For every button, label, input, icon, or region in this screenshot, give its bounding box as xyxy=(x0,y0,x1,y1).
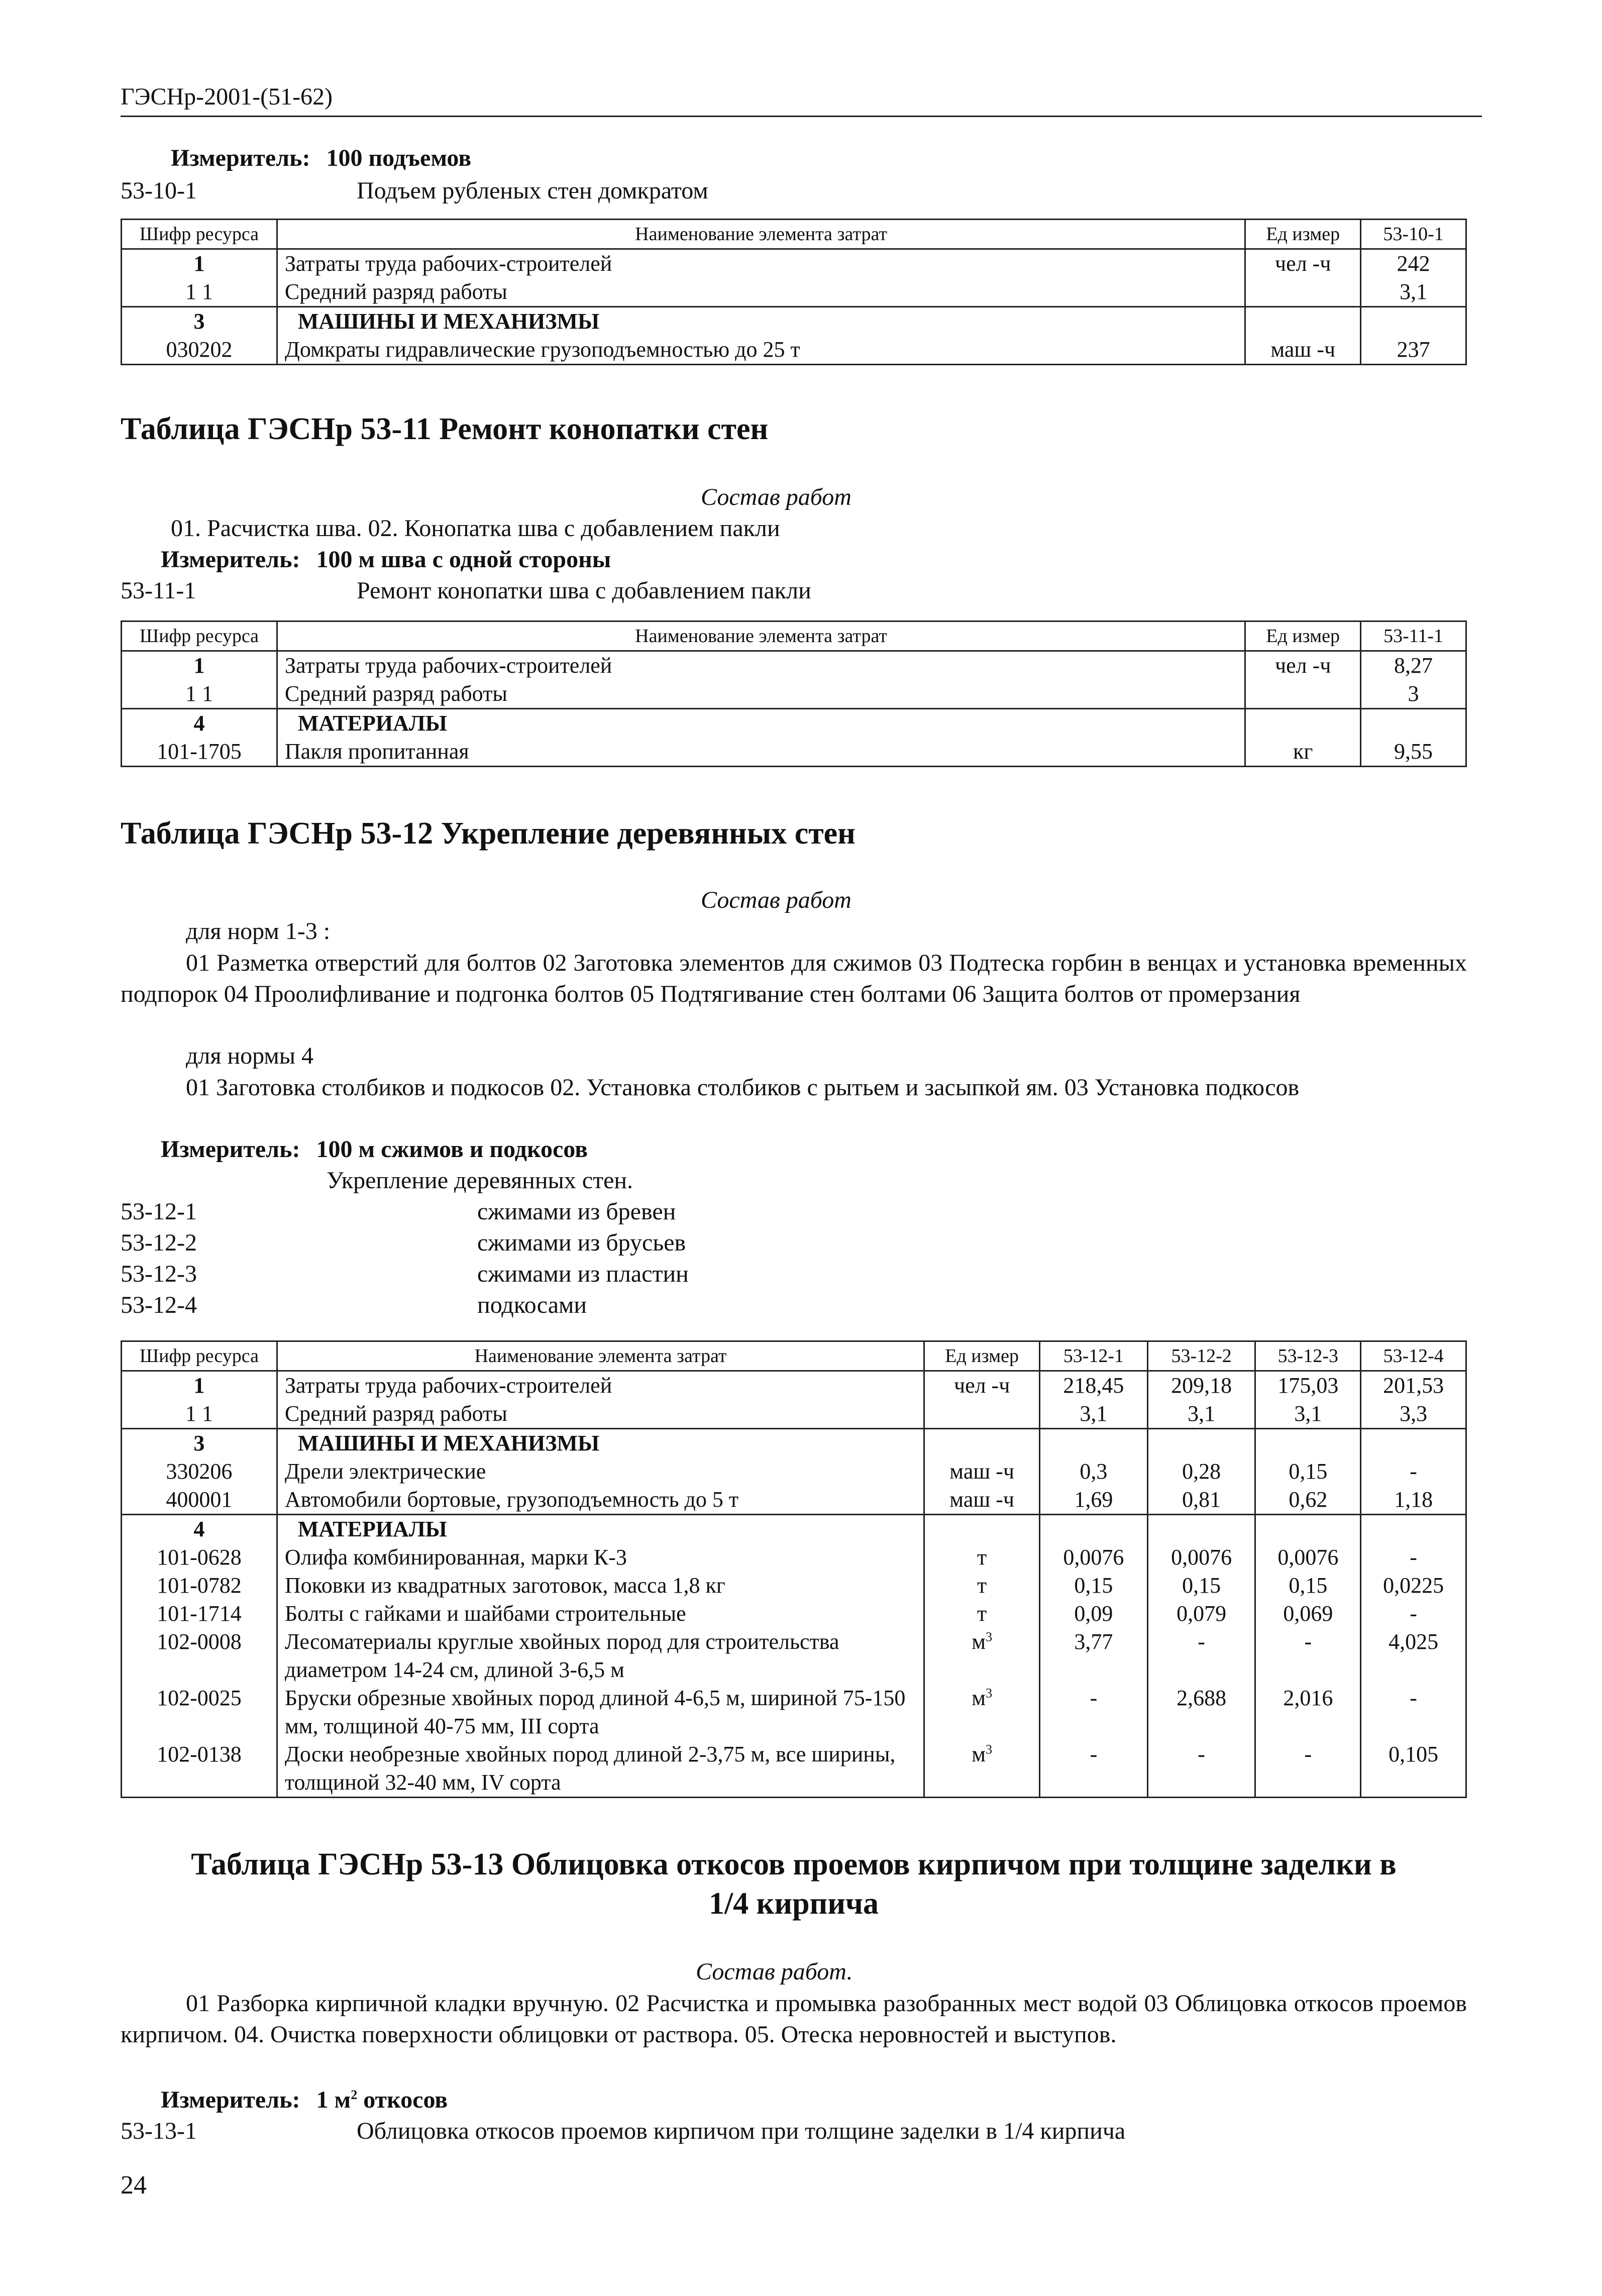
composition-label: Состав работ xyxy=(701,484,851,510)
composition-label: Состав работ xyxy=(701,887,851,913)
measure-line xyxy=(171,143,471,173)
table-row: 102-0025 Бруски обрезные хвойных пород длиной 4-6,5 м, шириной 75-150 мм, толщиной 40-75 мм, III сорта $м^3$ - 2,688 2,016 - xyxy=(122,1684,1466,1740)
table-row: 3 МАШИНЫ И МЕХАНИЗМЫ xyxy=(122,1429,1466,1458)
norm-title: Подъем рубленых стен домкратом xyxy=(357,177,708,204)
measure-label: Измеритель: xyxy=(161,1136,300,1163)
norms-scope: для норм 1-3 : xyxy=(186,918,331,945)
composition-text: 01 Разборка кирпичной кладки вручную. 02 Расчистка и промывка разобранных мест водой 03 Облицовка откосов проемов кирпичом. 04. Очистка поверхности облицовки от раствора. 05. Отеска неровностей и выступов. xyxy=(121,1990,1467,2048)
norm-title: сжимами из бревен xyxy=(477,1198,676,1225)
norm-title: Облицовка откосов проемов кирпичом при толщине заделки в 1/4 кирпича xyxy=(357,2118,1126,2144)
norms-scope: для нормы 4 xyxy=(186,1042,314,1069)
table-row: 1 Затраты труда рабочих-строителей чел -ч 8,27 xyxy=(122,651,1466,680)
table-header-row: Шифр ресурса Наименование элемента затрат Ед измер 53-11-1 xyxy=(122,621,1466,651)
section-title: Таблица ГЭСНр 53-11 Ремонт конопатки стен xyxy=(121,412,769,446)
composition-text: 01 Заготовка столбиков и подкосов 02. Установка столбиков с рытьем и засыпкой ям. 03 Установка подкосов xyxy=(186,1074,1300,1101)
measure-label: Измеритель: xyxy=(171,145,310,171)
norm-line xyxy=(121,576,811,606)
measure-label: Измеритель: xyxy=(161,546,300,573)
norm-code: 53-11-1 xyxy=(121,577,196,604)
norm-code: 53-12-4 xyxy=(121,1292,197,1318)
norm-title: Ремонт конопатки шва с добавлением пакли xyxy=(357,577,811,604)
norm-code: 53-10-1 xyxy=(121,177,197,204)
norm-title: подкосами xyxy=(477,1292,587,1318)
group-title: Укрепление деревянных стен. xyxy=(327,1167,633,1194)
table-row: 400001 Автомобили бортовые, грузоподъемность до 5 т маш -ч 1,69 0,81 0,62 1,18 xyxy=(122,1486,1466,1515)
norm-code: 53-12-2 xyxy=(121,1229,197,1256)
table-row: 101-0628 Олифа комбинированная, марки К-3 т 0,0076 0,0076 0,0076 - xyxy=(122,1543,1466,1572)
measure-line xyxy=(161,2085,448,2115)
table-row: 102-0008 Лесоматериалы круглые хвойных пород для строительства диаметром 14-24 см, длиной 3-6,5 м $м^3$ 3,77 - - 4,025 xyxy=(122,1628,1466,1684)
table-row: 1 Затраты труда рабочих-строителей чел -ч 218,45 209,18 175,03 201,53 xyxy=(122,1371,1466,1400)
section-title: Таблица ГЭСНр 53-12 Укрепление деревянных стен xyxy=(121,816,856,851)
measure-line xyxy=(161,1134,588,1165)
norm-line xyxy=(121,176,708,206)
norm-line xyxy=(121,1228,686,1258)
page-number: 24 xyxy=(121,2171,147,2200)
table-header-row: Шифр ресурса Наименование элемента затрат Ед измер 53-10-1 xyxy=(122,220,1466,249)
table-row: 4 МАТЕРИАЛЫ xyxy=(122,709,1466,738)
table-row: 101-0782 Поковки из квадратных заготовок, масса 1,8 кг т 0,15 0,15 0,15 0,0225 xyxy=(122,1572,1466,1600)
norm-code: 53-13-1 xyxy=(121,2118,197,2144)
resource-table-53-11 xyxy=(121,620,1467,767)
measure-value: 100 подъемов xyxy=(326,145,472,171)
table-row: 3 МАШИНЫ И МЕХАНИЗМЫ xyxy=(122,307,1466,336)
measure-label: Измеритель: xyxy=(161,2086,300,2113)
table-row: 101-1705 Пакля пропитанная кг 9,55 xyxy=(122,738,1466,767)
section-title: Таблица ГЭСНр 53-13 Облицовка откосов проемов кирпичом при толщине заделки в 1/4 кирпича xyxy=(191,1847,1397,1921)
composition-label: Состав работ. xyxy=(696,1958,853,1985)
table-row: 330206 Дрели электрические маш -ч 0,3 0,28 0,15 - xyxy=(122,1457,1466,1486)
composition-text: 01. Расчистка шва. 02. Конопатка шва с добавлением пакли xyxy=(171,515,780,542)
unit-m3: $м^3$ xyxy=(924,1740,1040,1798)
norm-line xyxy=(121,1290,587,1320)
measure-value: 1 $м^2$ откосов xyxy=(316,2086,448,2113)
norm-code: 53-12-1 xyxy=(121,1198,197,1225)
measure-value: 100 м сжимов и подкосов xyxy=(316,1136,588,1163)
table-row: 4 МАТЕРИАЛЫ xyxy=(122,1515,1466,1544)
table-row: 030202 Домкраты гидравлические грузоподъемностью до 25 т маш -ч 237 xyxy=(122,336,1466,365)
norm-line xyxy=(121,2116,1125,2146)
composition-text: 01 Разметка отверстий для болтов 02 Заготовка элементов для сжимов 03 Подтеска горбин в венцах и установка временных подпорок 04 Проолифливание и подгонка болтов 05 Подтягивание стен болтами 06 Защита болтов от промерзания xyxy=(121,950,1467,1007)
table-row: 101-1714 Болты с гайками и шайбами строительные т 0,09 0,079 0,069 - xyxy=(122,1600,1466,1628)
table-row: 1 1 Средний разряд работы 3 xyxy=(122,680,1466,709)
table-row: 1 1 Средний разряд работы 3,1 3,1 3,1 3,3 xyxy=(122,1400,1466,1429)
norm-line xyxy=(121,1197,676,1227)
unit-m3: $м^3$ xyxy=(924,1684,1040,1740)
table-row: 102-0138 Доски необрезные хвойных пород длиной 2-3,75 м, все ширины, толщиной 32-40 мм, IV сорта $м^3$ - - - 0,105 xyxy=(122,1740,1466,1798)
norm-code: 53-12-3 xyxy=(121,1261,197,1287)
measure-line xyxy=(161,545,611,575)
table-header-row: Шифр ресурса Наименование элемента затрат Ед измер 53-12-1 53-12-2 53-12-3 53-12-4 xyxy=(122,1341,1466,1371)
running-header: ГЭСНр-2001-(51-62) xyxy=(121,83,1482,117)
table-row: 1 1 Средний разряд работы 3,1 xyxy=(122,278,1466,307)
resource-table-53-12 xyxy=(121,1340,1467,1798)
norm-title: сжимами из брусьев xyxy=(477,1229,686,1256)
table-row: 1 Затраты труда рабочих-строителей чел -ч 242 xyxy=(122,249,1466,278)
resource-table-53-10 xyxy=(121,219,1467,365)
unit-m3: $м^3$ xyxy=(924,1628,1040,1684)
norm-line xyxy=(121,1259,689,1289)
norm-title: сжимами из пластин xyxy=(477,1261,689,1287)
measure-value: 100 м шва с одной стороны xyxy=(316,546,611,573)
